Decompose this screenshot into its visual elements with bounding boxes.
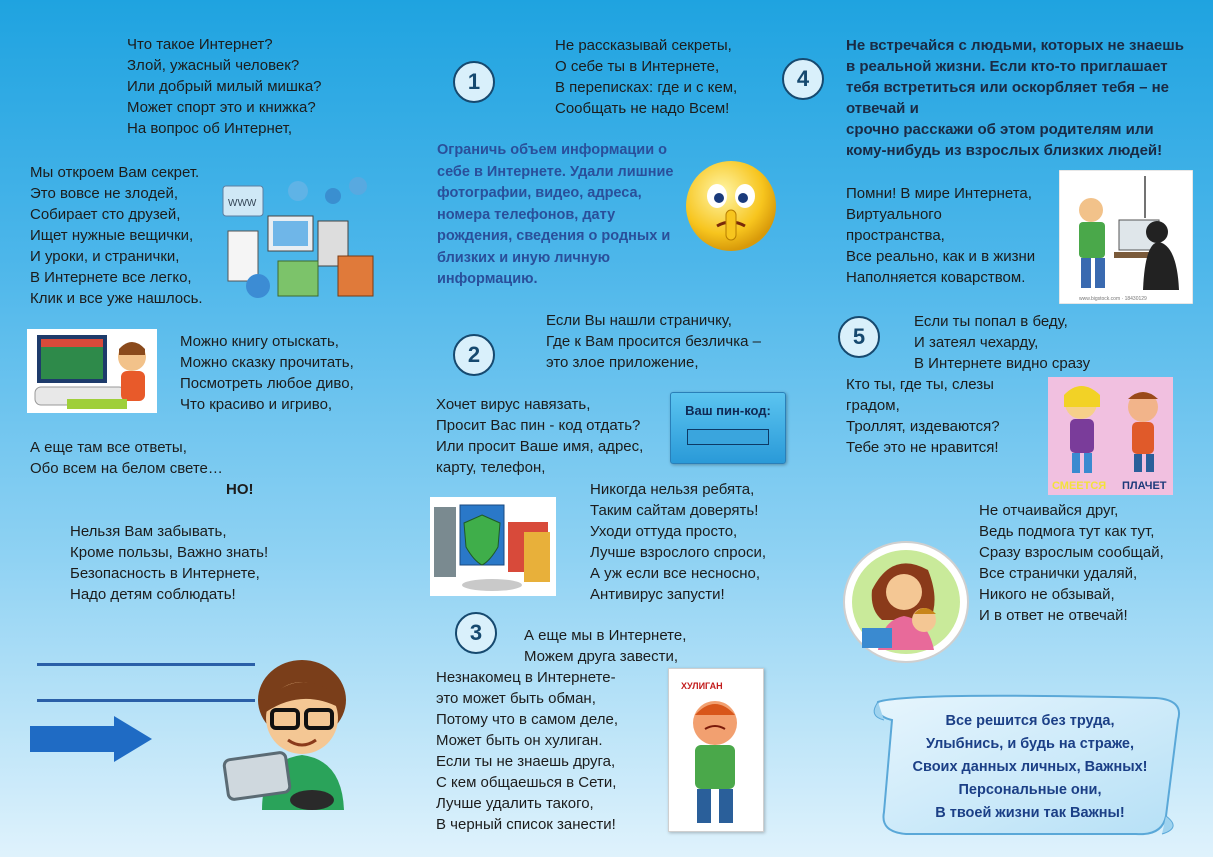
- laughs-label: СМЕЕТСЯ: [1052, 480, 1107, 492]
- hacker-illustration: [1059, 170, 1193, 304]
- rule-number-badge: 1: [453, 61, 495, 103]
- rule-number-badge: 4: [782, 58, 824, 100]
- intro-poem: Что такое Интернет? Злой, ужасный человек? Или добрый милый мишка? Может спорт это и книжка? На вопрос об Интернет,: [127, 36, 322, 137]
- internet-devices-illustration: [218, 176, 378, 306]
- answers-poem: А еще там все ответы, Обо всем на белом свете…: [30, 439, 223, 477]
- but-heading: НО!: [226, 481, 254, 498]
- rule2-never-poem: Никогда нельзя ребята, Таким сайтам доверять! Уходи оттуда просто, Лучше взрослого спроси, А уж если все несносно, Антивирус запусти!: [590, 481, 767, 603]
- mother-child-illustration: [842, 540, 970, 664]
- arrow-right-icon: [30, 716, 154, 762]
- rule5-despair-poem: Не отчаивайся друг, Ведь подмога тут как тут, Сразу взрослым сообщай, Все странички удаляй, Никого не обзывай, И в ответ не отвечай!: [979, 502, 1164, 624]
- books-poem: Можно книгу отыскать, Можно сказку прочитать, Посмотреть любое диво, Что красиво и игриво,: [180, 333, 354, 413]
- rule-number-badge: 3: [455, 612, 497, 654]
- rule-number-badge: 5: [838, 316, 880, 358]
- rule1-advice: Ограничь объем информации о себе в Интернете. Удали лишние фотографии, видео, адреса, номера телефонов, дату рождения, сведения о родных и близких и иную личную информацию.: [437, 142, 674, 287]
- rule1-poem: Не рассказывай секреты, О себе ты в Интернете, В переписках: где и с кем, Сообщать не надо Всем!: [555, 37, 738, 117]
- rule-number-badge: 2: [453, 334, 495, 376]
- pin-code-field: [687, 429, 769, 445]
- svg-text:www.bigstock.com · 18430129: www.bigstock.com · 18430129: [1079, 296, 1147, 302]
- rule3-stranger-poem: Незнакомец в Интернете- это может быть обман, Потому что в самом деле, Может быть он хулиган. Если ты не знаешь друга, С кем общаешься в Сети, Лучше удалить такого, В черный список занести!: [436, 669, 618, 833]
- rule4-warning: Не встречайся с людьми, которых не знаешь в реальной жизни. Если кто-то приглашает тебя встретиться или оскорбляет тебя – не отвечай и срочно расскажи об этом родителям или кому-нибудь из взрослых близких людей!: [846, 37, 1184, 159]
- rule2-virus-poem: Хочет вирус навязать, Просит Вас пин - код отдать? Или просит Ваше имя, адрес, карту, телефон,: [436, 396, 644, 476]
- child-at-computer-illustration: [27, 329, 157, 413]
- pin-code-box: [670, 392, 786, 464]
- shush-smiley-icon: [683, 158, 779, 254]
- hooligan-label: ХУЛИГАН: [681, 681, 723, 691]
- rule2-poem: Если Вы нашли страничку, Где к Вам просится безличка – это злое приложение,: [546, 312, 761, 371]
- pin-code-label: Ваш пин-код:: [685, 403, 771, 418]
- scroll-message: Все решится без труда, Улыбнись, и будь на страже, Своих данных личных, Важных! Персональные они, В твоей жизни так Важны!: [912, 713, 1148, 821]
- rule5-who-poem: Кто ты, где ты, слезы градом, Троллят, издеваются? Тебе это не нравится!: [846, 376, 1000, 456]
- secret-poem: Мы откроем Вам секрет. Это вовсе не злодей, Собирает сто друзей, Ищет нужные вещички, И уроки, и странички, В Интернете все легко, Клик и все уже нашлось.: [30, 164, 203, 307]
- rule4-remember-poem: Помни! В мире Интернета, Виртуального пространства, Все реально, как и в жизни Наполняется коварством.: [846, 185, 1036, 286]
- forget-poem: Нельзя Вам забывать, Кроме пользы, Важно знать! Безопасность в Интернете, Надо детям соблюдать!: [70, 523, 269, 603]
- hooligan-boy-illustration: [675, 691, 757, 827]
- rule5-poem: Если ты попал в беду, И затеял чехарду, В Интернете видно сразу: [914, 313, 1091, 372]
- cries-label: ПЛАЧЕТ: [1122, 480, 1167, 492]
- laugh-cry-kids-illustration: [1048, 377, 1173, 477]
- svg-text:WWW: WWW: [228, 198, 257, 209]
- hooligan-card: [668, 668, 764, 832]
- laugh-cry-kids-card: [1048, 377, 1173, 495]
- rule3-poem: А еще мы в Интернете, Можем друга завести,: [524, 627, 687, 665]
- antivirus-illustration: [430, 497, 556, 596]
- boy-with-tablet-illustration: [222, 660, 362, 815]
